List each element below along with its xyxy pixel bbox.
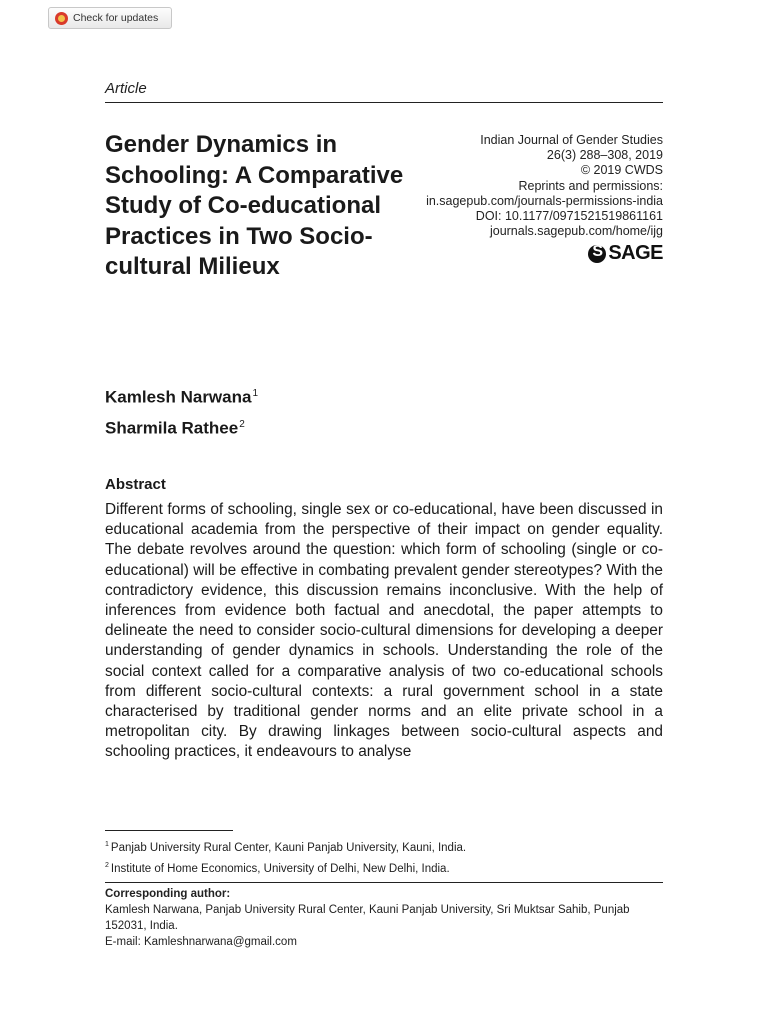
author-affiliation-marker: 2 [239, 418, 245, 430]
paper-title: Gender Dynamics in Schooling: A Comparative Study of Co-educational Practices in Two Socio-cultural Milieux [105, 131, 404, 280]
journal-copyright: © 2019 CWDS [580, 163, 663, 178]
author-list [105, 380, 258, 441]
check-for-updates-button[interactable] [48, 7, 172, 29]
corresponding-author-block [105, 886, 665, 950]
corresponding-divider [105, 882, 663, 883]
footnote-item: $^2$ Institute of Home Economics, University of Delhi, New Delhi, India. [105, 861, 450, 875]
corresponding-email[interactable]: E-mail: Kamleshnarwana@gmail.com [105, 936, 297, 948]
reprints-label: Reprints and permissions: [518, 178, 663, 193]
sage-logo-text: SAGE [608, 242, 663, 264]
footnotes [105, 836, 466, 878]
sage-logo [588, 242, 663, 265]
author-2 [105, 411, 258, 442]
author-name: Kamlesh Narwana [105, 387, 252, 407]
journal-metadata [426, 133, 663, 239]
sage-logo-icon [588, 245, 606, 263]
abstract-heading: Abstract [105, 476, 166, 493]
corresponding-address: Kamlesh Narwana, Panjab University Rural Center, Kauni Panjab University, Sri Muktsar Sahib, Punjab 152031, India. [105, 904, 630, 932]
corresponding-heading: Corresponding author: [105, 888, 231, 900]
footnote-divider [105, 830, 233, 831]
check-for-updates-label: Check for updates [73, 12, 159, 24]
footnote-item: $^1$ Panjab University Rural Center, Kauni Panjab University, Kauni, India. [105, 841, 467, 854]
journal-home-link[interactable]: journals.sagepub.com/home/ijg [489, 224, 663, 239]
reprints-link[interactable]: in.sagepub.com/journals-permissions-india [426, 193, 663, 208]
author-1 [105, 380, 258, 411]
journal-volume: 26(3) 288–308, 2019 [546, 148, 663, 163]
author-affiliation-marker: 1 [252, 388, 259, 399]
journal-name: Indian Journal of Gender Studies [480, 133, 663, 147]
crossmark-icon [55, 12, 68, 25]
article-type-label: Article [105, 80, 147, 97]
header-divider [105, 102, 663, 103]
doi-link[interactable]: DOI: 10.1177/0971521519861161 [475, 209, 663, 224]
abstract-text: Different forms of schooling, single sex or co-educational, have been discussed in educational academia from the perspective of their impact on gender equality. The debate revolves around the question: which form of schooling (single or co-educational) will be effective in combating prevalent gender stereotypes? With the contradictory evidence, this discussion remains inconclusive. With the help of inferences from evidence both factual and anecdotal, the paper attempts to delineate the need to consider socio-cultural dimensions for developing a deeper understanding of gender dynamics in schools. Understanding the role of the social context called for a comparative analysis of two co-educational schools from different socio-cultural contexts: a rural government school in a state characterised by traditional gender norms and an elite private school in a metropolitan city. By drawing linkages between socio-cultural aspects and schooling practices, it endeavours to analyse [105, 501, 663, 761]
author-name: Sharmila Rathee [105, 418, 239, 438]
